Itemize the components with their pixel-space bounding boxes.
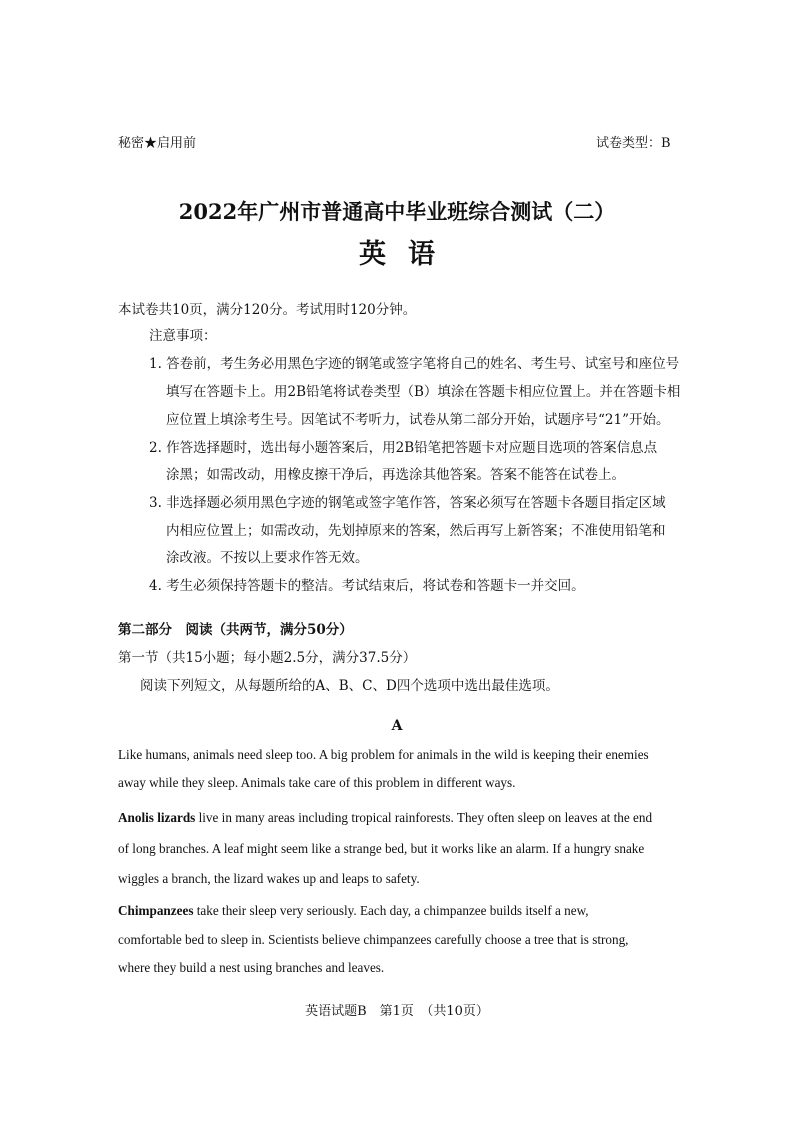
note-4-line-1: 4. 考生必须保持答题卡的整洁。考试结束后，将试卷和答题卡一并交回。 (149, 578, 585, 594)
note-3-line-3: 涂改液。不按以上要求作答无效。 (166, 550, 369, 566)
note-3-line-2: 内相应位置上；如需改动，先划掉原来的答案，然后再写上新答案；不准使用铅笔和 (166, 523, 666, 539)
term-anolis-lizards: Anolis lizards (118, 810, 196, 825)
note-1-line-2: 填写在答题卡上。用2B铅笔将试卷类型（B）填涂在答题卡相应位置上。并在答题卡相 (166, 384, 681, 400)
exam-title: 2022年广州市普通高中毕业班综合测试（二） (178, 199, 616, 224)
passage-label: A (391, 718, 403, 734)
term-chimpanzees: Chimpanzees (118, 903, 194, 918)
note-2-line-2: 涂黑；如需改动，用橡皮擦干净后，再选涂其他答案。答案不能答在试卷上。 (166, 467, 625, 483)
note-3-line-1: 3. 非选择题必须用黑色字迹的钢笔或签字笔作答，答案必须写在答题卡各题目指定区域 (149, 495, 666, 511)
passage-p2-line-2: of long branches. A leaf might seem like a strange bed, but it works like an alarm. If a hungry snake (118, 841, 645, 856)
passage-p1-line-1: Like humans, animals need sleep too. A big problem for animals in the wild is keeping their enemies (118, 747, 649, 762)
notes-heading: 注意事项： (149, 328, 217, 344)
section-heading: 第一节（共15小题；每小题2.5分，满分37.5分） (118, 650, 417, 666)
subject-title: 英语 (359, 239, 457, 270)
passage-p3-line-1 (118, 903, 589, 919)
page-footer: 英语试题B 第1页 （共10页） (305, 1004, 489, 1019)
section-instruction: 阅读下列短文，从每题所给的A、B、C、D四个选项中选出最佳选项。 (140, 678, 559, 694)
passage-p2-line-3: wiggles a branch, the lizard wakes up and leaps to safety. (118, 871, 420, 886)
note-1-line-3: 应位置上填涂考生号。因笔试不考听力，试卷从第二部分开始，试题序号“21”开始。 (166, 412, 670, 428)
passage-p1-line-2: away while they sleep. Animals take care of this problem in different ways. (118, 775, 516, 790)
paper-type-label: 试卷类型：B (596, 136, 671, 151)
note-1-line-1: 1. 答卷前，考生务必用黑色字迹的钢笔或签字笔将自己的姓名、考生号、试室号和座位号 (149, 356, 680, 372)
passage-p2-line-1-text: live in many areas including tropical rainforests. They often sleep on leaves at the end (195, 810, 653, 825)
exam-intro: 本试卷共10页，满分120分。考试用时120分钟。 (118, 302, 417, 318)
confidential-label: 秘密★启用前 (118, 136, 197, 151)
passage-p3-line-3: where they build a nest using branches and leaves. (118, 960, 385, 975)
part-heading: 第二部分 阅读（共两节，满分50分） (118, 622, 353, 638)
note-2-line-1: 2. 作答选择题时，选出每小题答案后，用2B铅笔把答题卡对应题目选项的答案信息点 (149, 440, 658, 456)
passage-p3-line-2: comfortable bed to sleep in. Scientists believe chimpanzees carefully choose a tree that is strong, (118, 932, 629, 947)
passage-p3-line-1-text: take their sleep very seriously. Each day, a chimpanzee builds itself a new, (193, 903, 589, 918)
passage-p2-line-1 (118, 810, 652, 826)
